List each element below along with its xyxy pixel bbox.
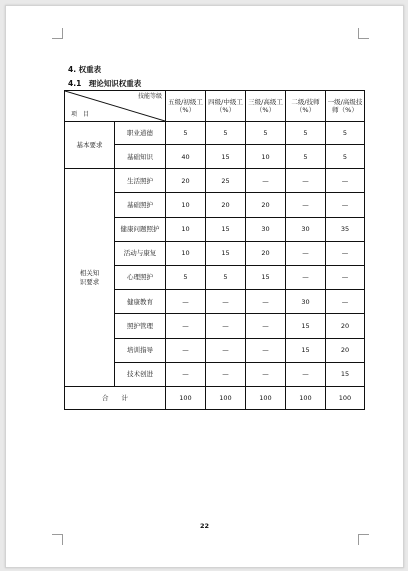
weight-cell: — [286, 362, 326, 386]
weight-cell: 5 [286, 122, 326, 145]
total-row [65, 386, 365, 409]
weight-cell: 5 [166, 122, 206, 145]
item-label: 基础知识 [115, 145, 166, 169]
weight-cell: — [246, 314, 286, 338]
table-row [65, 169, 365, 193]
total-cell: 100 [206, 386, 246, 409]
level-header: 一级/高级技师（%） [326, 91, 365, 122]
weight-cell: — [246, 362, 286, 386]
weight-cell: — [326, 290, 365, 314]
weight-cell: — [326, 241, 365, 265]
total-cell: 100 [286, 386, 326, 409]
weight-cell: — [286, 241, 326, 265]
subsection-title: 4.1 理论知识权重表 [68, 79, 142, 88]
group-related-knowledge: 相关知识要求 [65, 169, 115, 387]
crop-mark [52, 534, 63, 545]
weight-cell: 30 [286, 290, 326, 314]
weight-cell: — [166, 362, 206, 386]
weight-cell: 25 [206, 169, 246, 193]
weight-cell: — [166, 290, 206, 314]
weight-cell: 20 [206, 193, 246, 217]
item-label: 健康教育 [115, 290, 166, 314]
total-cell: 100 [246, 386, 286, 409]
weight-cell: 35 [326, 217, 365, 241]
weight-cell: — [286, 169, 326, 193]
table-row [65, 122, 365, 145]
item-label: 活动与康复 [115, 241, 166, 265]
weight-cell: 20 [326, 314, 365, 338]
level-header: 二级/技师（%） [286, 91, 326, 122]
crop-mark [52, 28, 63, 39]
weight-cell: 30 [246, 217, 286, 241]
weight-cell: — [206, 362, 246, 386]
weight-cell: 15 [286, 338, 326, 362]
item-label: 生活照护 [115, 169, 166, 193]
weight-cell: 5 [326, 145, 365, 169]
weight-cell: 30 [286, 217, 326, 241]
page-number: 22 [199, 522, 210, 530]
header-row [65, 91, 365, 122]
document-page [5, 5, 404, 568]
weight-cell: 20 [326, 338, 365, 362]
total-label: 合 计 [65, 386, 166, 409]
weight-cell: — [206, 290, 246, 314]
weight-cell: — [286, 265, 326, 289]
weight-cell: — [246, 290, 286, 314]
weight-cell: 15 [206, 217, 246, 241]
weight-cell: 5 [166, 265, 206, 289]
weight-cell: 10 [166, 241, 206, 265]
corner-bottom-label: 项 目 [71, 110, 90, 118]
weight-cell: — [206, 338, 246, 362]
weight-cell: — [206, 314, 246, 338]
weight-cell: — [166, 314, 206, 338]
item-label: 培训指导 [115, 338, 166, 362]
crop-mark [358, 534, 369, 545]
weight-cell: 15 [326, 362, 365, 386]
weight-cell: 15 [206, 145, 246, 169]
item-label: 照护管理 [115, 314, 166, 338]
level-header: 四级/中级工（%） [206, 91, 246, 122]
weight-cell: 5 [246, 122, 286, 145]
corner-header-cell [65, 91, 166, 122]
weight-cell: — [246, 169, 286, 193]
total-cell: 100 [326, 386, 365, 409]
weight-cell: 15 [246, 265, 286, 289]
weight-cell: 40 [166, 145, 206, 169]
weight-cell: 5 [326, 122, 365, 145]
level-header: 五级/初级工（%） [166, 91, 206, 122]
weight-cell: 20 [246, 193, 286, 217]
item-label: 基础照护 [115, 193, 166, 217]
item-label: 心理照护 [115, 265, 166, 289]
section-title: 4. 权重表 [68, 65, 102, 74]
weights-table [64, 90, 365, 410]
weight-cell: — [326, 193, 365, 217]
group-basic-requirements: 基本要求 [65, 122, 115, 169]
weight-cell: — [246, 338, 286, 362]
total-cell: 100 [166, 386, 206, 409]
weight-cell: 10 [166, 217, 206, 241]
weight-cell: 5 [206, 122, 246, 145]
crop-mark [358, 28, 369, 39]
weight-cell: — [326, 265, 365, 289]
item-label: 职业道德 [115, 122, 166, 145]
weight-cell: 20 [166, 169, 206, 193]
weight-cell: — [166, 338, 206, 362]
item-label: 健康问题照护 [115, 217, 166, 241]
weight-cell: 5 [206, 265, 246, 289]
weight-cell: 5 [286, 145, 326, 169]
weight-cell: 15 [206, 241, 246, 265]
weight-cell: — [286, 193, 326, 217]
weight-cell: — [326, 169, 365, 193]
weight-cell: 15 [286, 314, 326, 338]
item-label: 技术创进 [115, 362, 166, 386]
corner-top-label: 技能等级 [137, 93, 162, 100]
weight-cell: 10 [166, 193, 206, 217]
level-header: 三级/高级工（%） [246, 91, 286, 122]
weight-cell: 10 [246, 145, 286, 169]
weight-cell: 20 [246, 241, 286, 265]
